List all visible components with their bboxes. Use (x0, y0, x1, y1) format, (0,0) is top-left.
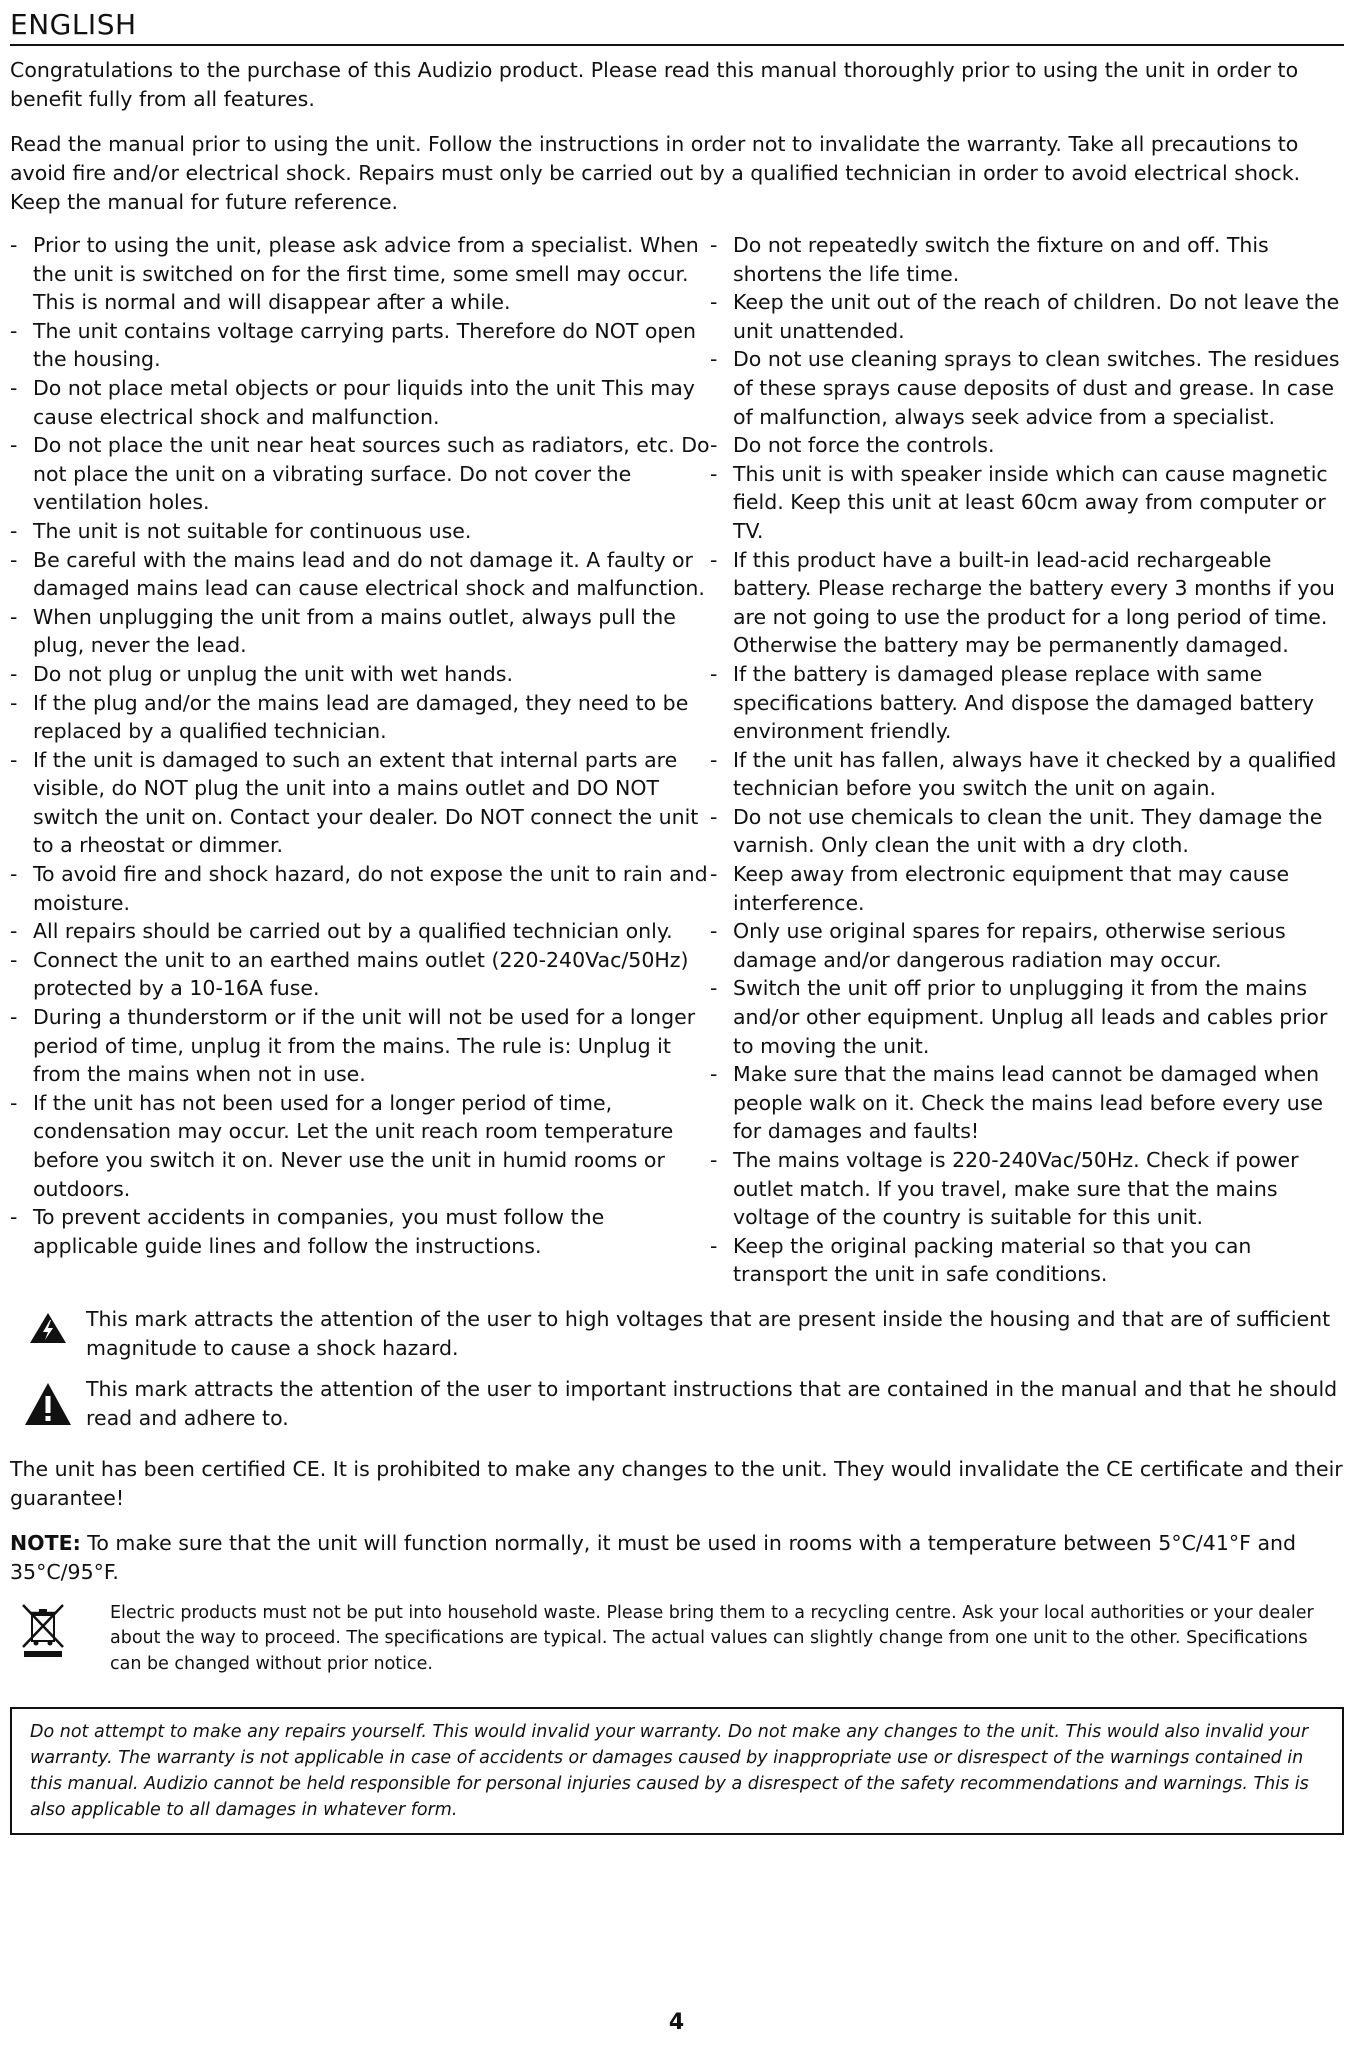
intro-paragraph-1: Congratulations to the purchase of this Audizio product. Please read this manual thoroughly prior to using the unit in order to benefit fully from all features. (10, 58, 1299, 111)
safety-right-item: - Do not use cleaning sprays to clean switches. The residues of these sprays cause deposits of dust and grease. In case of malfunction, always seek advice from a specialist. (710, 345, 1344, 431)
safety-right-item: - If this product have a built-in lead-acid rechargeable battery. Please recharge the battery every 3 months if you are not going to use the product for a long period of time. Otherwise the battery may be permanently damaged. (710, 546, 1344, 660)
note-label: NOTE: (10, 1530, 81, 1555)
safety-right-item: - Keep the original packing material so that you can transport the unit in safe conditions. (710, 1232, 1344, 1289)
safety-right-item: - Keep away from electronic equipment that may cause interference. (710, 860, 1344, 917)
note-paragraph (10, 1529, 1344, 1587)
weee-crossed-bin-icon (20, 1601, 66, 1659)
safety-right-item: - Do not force the controls. (710, 431, 1344, 460)
safety-left-item: - Do not place the unit near heat sources such as radiators, etc. Do not place the unit on a vibrating surface. Do not cover the ventilation holes. (10, 431, 710, 517)
weee-block (10, 1601, 1344, 1678)
exclamation-warning-icon (24, 1381, 72, 1427)
safety-right-item: - If the unit has fallen, always have it checked by a qualified technician before you switch the unit on again. (710, 746, 1344, 803)
high-voltage-mark-row (10, 1305, 1344, 1363)
safety-left-item: - To avoid fire and shock hazard, do not expose the unit to rain and moisture. (10, 860, 710, 917)
safety-left-item: - When unplugging the unit from a mains outlet, always pull the plug, never the lead. (10, 603, 710, 660)
safety-right-item: - This unit is with speaker inside which can cause magnetic field. Keep this unit at least 60cm away from computer or TV. (710, 460, 1344, 546)
safety-left-item: - All repairs should be carried out by a qualified technician only. (10, 917, 710, 946)
safety-left-item: - If the unit is damaged to such an extent that internal parts are visible, do NOT plug the unit into a mains outlet and DO NOT switch the unit on. Contact your dealer. Do NOT connect the unit to a rheostat or dimmer. (10, 746, 710, 860)
safety-left-item: - If the unit has not been used for a longer period of time, condensation may occur. Let the unit reach room temperature before you switch it on. Never use the unit in humid rooms or outdoors. (10, 1089, 710, 1203)
warranty-disclaimer-box: Do not attempt to make any repairs yourself. This would invalid your warranty. Do not make any changes to the unit. This would also invalid your warranty. The warranty is not applicable in case of accidents or damages caused by inappropriate use or disrespect of the warnings contained in this manual. Audizio cannot be held responsible for personal injuries caused by a disrespect of the safety recommendations and warnings. This is also applicable to all damages in whatever form. (10, 1707, 1344, 1835)
safety-left-item: - The unit is not suitable for continuous use. (10, 517, 710, 546)
important-mark-text: This mark attracts the attention of the user to important instructions that are contained in the manual and that he should read and adhere to. (86, 1376, 1338, 1430)
safety-left-item: - If the plug and/or the mains lead are damaged, they need to be replaced by a qualified technician. (10, 689, 710, 746)
safety-left-item: - Be careful with the mains lead and do not damage it. A faulty or damaged mains lead can cause electrical shock and malfunction. (10, 546, 710, 603)
safety-right-item: - Do not use chemicals to clean the unit. They damage the varnish. Only clean the unit with a dry cloth. (710, 803, 1344, 860)
high-voltage-warning-icon (29, 1311, 67, 1345)
safety-right-item: - Only use original spares for repairs, otherwise serious damage and/or dangerous radiation may occur. (710, 917, 1344, 974)
safety-right-item: - Do not repeatedly switch the fixture on and off. This shortens the life time. (710, 231, 1344, 288)
intro-paragraph-2: Read the manual prior to using the unit. Follow the instructions in order not to invalidate the warranty. Take all precautions to avoid fire and/or electrical shock. Repairs must only be carried out by a qualified technician in order to avoid electrical shock. Keep the manual for future reference. (10, 132, 1301, 214)
safety-left-item: - Do not plug or unplug the unit with wet hands. (10, 660, 710, 689)
safety-right-item: - Make sure that the mains lead cannot be damaged when people walk on it. Check the mains lead before every use for damages and faults! (710, 1060, 1344, 1146)
safety-right-item: - If the battery is damaged please replace with same specifications battery. And dispose the damaged battery environment friendly. (710, 660, 1344, 746)
safety-list-right (710, 231, 1344, 1289)
language-heading: ENGLISH (10, 8, 1344, 46)
ce-paragraph: The unit has been certified CE. It is prohibited to make any changes to the unit. They would invalidate the CE certificate and their guarantee! (10, 1456, 1343, 1510)
safety-left-item: - The unit contains voltage carrying parts. Therefore do NOT open the housing. (10, 317, 710, 374)
safety-left-item: - To prevent accidents in companies, you must follow the applicable guide lines and follow the instructions. (10, 1203, 710, 1260)
manual-page (10, 8, 1344, 1835)
safety-right-item: - Keep the unit out of the reach of children. Do not leave the unit unattended. (710, 288, 1344, 345)
safety-left-item: - Prior to using the unit, please ask advice from a specialist. When the unit is switched on for the first time, some smell may occur. This is normal and will disappear after a while. (10, 231, 710, 317)
safety-left-item: - Connect the unit to an earthed mains outlet (220-240Vac/50Hz) protected by a 10-16A fuse. (10, 946, 710, 1003)
safety-left-item: - During a thunderstorm or if the unit will not be used for a longer period of time, unplug it from the mains. The rule is: Unplug it from the mains when not in use. (10, 1003, 710, 1089)
note-text: To make sure that the unit will function normally, it must be used in rooms with a temperature between 5°C/41°F and 35°C/95°F. (10, 1530, 1297, 1584)
safety-right-item: - Switch the unit off prior to unplugging it from the mains and/or other equipment. Unplug all leads and cables prior to moving the unit. (710, 974, 1344, 1060)
high-voltage-mark-text: This mark attracts the attention of the user to high voltages that are present inside the housing and that are of sufficient magnitude to cause a shock hazard. (86, 1306, 1331, 1360)
safety-columns (10, 231, 1344, 1289)
safety-left-item: - Do not place metal objects or pour liquids into the unit This may cause electrical shock and malfunction. (10, 374, 710, 431)
important-mark-row (10, 1375, 1344, 1433)
safety-list-left (10, 231, 710, 1289)
safety-right-item: - The mains voltage is 220-240Vac/50Hz. Check if power outlet match. If you travel, make sure that the mains voltage of the country is suitable for this unit. (710, 1146, 1344, 1232)
weee-text: Electric products must not be put into household waste. Please bring them to a recycling centre. Ask your local authorities or your dealer about the way to proceed. The specifications are typical. The actual values can slightly change from one unit to the other. Specifications can be changed without prior notice. (110, 1602, 1314, 1674)
page-number: 4 (668, 2010, 685, 2035)
